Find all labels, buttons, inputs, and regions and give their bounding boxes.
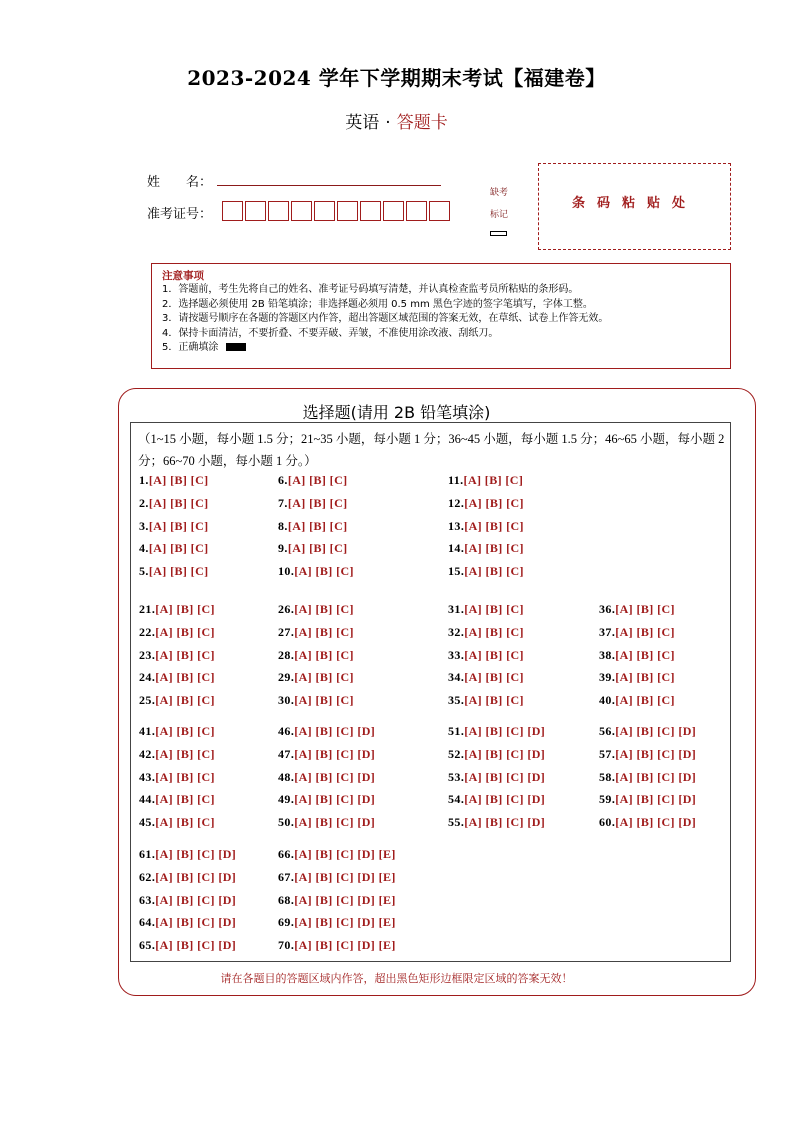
question-12[interactable]	[448, 496, 524, 511]
question-64[interactable]	[139, 915, 236, 930]
question-number: 12	[448, 495, 461, 510]
question-22[interactable]	[139, 625, 215, 640]
question-number: 52	[448, 746, 461, 761]
separator-dot: ·	[385, 113, 391, 133]
question-number-dot: .	[611, 769, 616, 784]
question-number: 3	[139, 518, 146, 533]
question-30[interactable]	[278, 693, 354, 708]
question-number: 70	[278, 938, 291, 953]
question-number-dot: .	[151, 869, 156, 884]
question-58[interactable]	[599, 770, 696, 785]
question-number: 15	[448, 564, 461, 579]
id-digit-box[interactable]	[360, 201, 381, 221]
answer-options[interactable]: [A] [B] [C]	[464, 670, 524, 685]
question-number-dot: .	[290, 769, 295, 784]
question-number-dot: .	[151, 915, 156, 930]
notice-title: 注意事项	[162, 270, 204, 282]
answer-options[interactable]: [A] [B] [C] [D] [E]	[294, 938, 396, 953]
question-number-dot: .	[460, 815, 465, 830]
question-number-dot: .	[460, 602, 465, 616]
question-36[interactable]	[599, 602, 675, 617]
question-39[interactable]	[599, 670, 675, 685]
question-number-dot: .	[151, 724, 156, 738]
question-42[interactable]	[139, 747, 215, 762]
answer-options[interactable]: [A] [B] [C] [D]	[464, 746, 546, 761]
question-14[interactable]	[448, 541, 524, 556]
question-number: 66	[278, 847, 291, 861]
question-number: 33	[448, 647, 461, 662]
answer-options[interactable]: [A] [B] [C] [D] [E]	[294, 847, 396, 861]
question-number: 64	[139, 915, 152, 930]
question-56[interactable]	[599, 724, 696, 739]
question-number-dot: .	[460, 746, 465, 761]
question-37[interactable]	[599, 625, 675, 640]
answer-options[interactable]: [A] [B] [C]	[294, 602, 354, 616]
question-number-dot: .	[460, 564, 465, 579]
answer-options[interactable]: [A] [B] [C] [D]	[155, 869, 237, 884]
question-number-dot: .	[460, 541, 465, 556]
question-number-dot: .	[151, 624, 156, 639]
question-13[interactable]	[448, 519, 524, 534]
answer-options[interactable]: [A] [B] [C]	[155, 769, 215, 784]
question-31[interactable]	[448, 602, 524, 617]
answer-options[interactable]: [A] [B] [C]	[294, 647, 354, 662]
answer-options[interactable]: [A] [B] [C]	[615, 670, 675, 685]
answer-options[interactable]: [A] [B] [C]	[464, 495, 524, 510]
answer-options[interactable]: [A] [B] [C] [D]	[464, 769, 546, 784]
question-number-dot: .	[145, 495, 149, 510]
question-32[interactable]	[448, 625, 524, 640]
question-number-dot: .	[151, 670, 156, 685]
question-number-dot: .	[145, 518, 149, 533]
question-number: 69	[278, 915, 291, 930]
question-66[interactable]	[278, 847, 396, 862]
question-number-dot: .	[290, 670, 295, 685]
question-43[interactable]	[139, 770, 215, 785]
notice-line: 3．请按题号顺序在各题的答题区内作答，超出答题区域范围的答案无效，在草纸、试卷上作答无效。	[162, 313, 609, 325]
question-44[interactable]	[139, 792, 215, 807]
question-number: 60	[599, 815, 612, 830]
answer-options[interactable]: [A] [B] [C]	[464, 624, 524, 639]
question-54[interactable]	[448, 792, 545, 807]
question-number-dot: .	[151, 693, 156, 708]
question-number: 11	[448, 473, 461, 487]
question-number-dot: .	[284, 495, 288, 510]
question-number-dot: .	[460, 624, 465, 639]
scoring-instructions: （1~15 小题，每小题 1.5 分；21~35 小题，每小题 1 分；36~45 小题，每小题 1.5 分；46~65 小题，每小题 2 分；66~70 小题，每小题 1 分。）	[138, 432, 725, 468]
answer-options[interactable]: [A] [B] [C]	[155, 724, 215, 738]
id-digit-box[interactable]	[268, 201, 289, 221]
question-50[interactable]	[278, 815, 375, 830]
answer-options[interactable]: [A] [B] [C]	[148, 518, 209, 533]
question-number-dot: .	[460, 647, 465, 662]
question-number: 23	[139, 647, 152, 662]
question-number: 47	[278, 746, 291, 761]
question-number: 43	[139, 769, 152, 784]
answer-options[interactable]: [A] [B] [C] [D]	[294, 792, 376, 807]
question-number: 5	[139, 564, 146, 579]
question-63[interactable]	[139, 893, 236, 908]
answer-options[interactable]: [A] [B] [C]	[287, 541, 348, 556]
question-number: 36	[599, 602, 612, 616]
answer-options[interactable]: [A] [B] [C]	[294, 693, 354, 708]
answer-options[interactable]: [A] [B] [C]	[155, 792, 215, 807]
question-number-dot: .	[284, 518, 288, 533]
subject-label: 英语	[345, 113, 380, 133]
question-number-dot: .	[284, 473, 288, 487]
question-number: 48	[278, 769, 291, 784]
question-number: 51	[448, 724, 461, 738]
answer-options[interactable]: [A] [B] [C]	[155, 693, 215, 708]
notice-line: 4．保持卡面清洁，不要折叠、不要弄破、弄皱，不准使用涂改液、刮纸刀。	[162, 327, 499, 339]
question-23[interactable]	[139, 648, 215, 663]
question-number: 44	[139, 792, 152, 807]
question-number-dot: .	[290, 792, 295, 807]
question-number: 61	[139, 847, 152, 861]
question-number: 8	[278, 518, 285, 533]
question-number-dot: .	[151, 938, 156, 953]
question-number-dot: .	[151, 892, 156, 907]
exam-title: 2023-2024 学年下学期期末考试【福建卷】	[187, 66, 606, 90]
question-number: 58	[599, 769, 612, 784]
question-number-dot: .	[460, 473, 464, 487]
question-number: 42	[139, 746, 152, 761]
question-number: 2	[139, 495, 146, 510]
question-number: 49	[278, 792, 291, 807]
answer-options[interactable]: [A] [B] [C]	[615, 647, 675, 662]
answer-options[interactable]: [A] [B] [C]	[155, 670, 215, 685]
answer-options[interactable]: [A] [B] [C]	[464, 602, 524, 616]
question-number-dot: .	[290, 847, 295, 861]
card-name-label: 答题卡	[396, 113, 448, 133]
question-number-dot: .	[151, 769, 156, 784]
answer-options[interactable]: [A] [B] [C] [D]	[294, 746, 376, 761]
question-number: 10	[278, 564, 291, 579]
question-21[interactable]	[139, 602, 215, 617]
id-digit-box[interactable]	[429, 201, 450, 221]
answer-options[interactable]: [A] [B] [C] [D]	[615, 792, 697, 807]
question-number-dot: .	[611, 724, 616, 738]
question-number: 26	[278, 602, 291, 616]
notice-line: 2．选择题必须使用 2B 铅笔填涂；非选择题必须用 0.5 mm 黑色字迹的签字笔填写，字体工整。	[162, 298, 593, 310]
question-number: 62	[139, 869, 152, 884]
answer-options[interactable]: [A] [B] [C]	[463, 473, 524, 487]
question-41[interactable]	[139, 724, 215, 739]
question-number: 40	[599, 693, 612, 708]
question-number: 38	[599, 647, 612, 662]
question-49[interactable]	[278, 792, 375, 807]
answer-options[interactable]: [A] [B] [C]	[464, 518, 524, 533]
question-number-dot: .	[290, 624, 295, 639]
question-number: 39	[599, 670, 612, 685]
question-number-dot: .	[460, 495, 465, 510]
question-number-dot: .	[460, 693, 465, 708]
question-number-dot: .	[151, 792, 156, 807]
question-60[interactable]	[599, 815, 696, 830]
question-28[interactable]	[278, 648, 354, 663]
question-33[interactable]	[448, 648, 524, 663]
question-38[interactable]	[599, 648, 675, 663]
question-9[interactable]	[278, 541, 348, 556]
answer-options[interactable]: [A] [B] [C]	[294, 624, 354, 639]
question-45[interactable]	[139, 815, 215, 830]
answer-options[interactable]: [A] [B] [C]	[155, 647, 215, 662]
question-67[interactable]	[278, 870, 396, 885]
answer-options[interactable]: [A] [B] [C] [D]	[464, 724, 546, 738]
answer-options[interactable]: [A] [B] [C]	[615, 602, 675, 616]
question-number: 54	[448, 792, 461, 807]
question-number-dot: .	[611, 602, 616, 616]
question-number-dot: .	[460, 724, 465, 738]
answer-options[interactable]: [A] [B] [C] [D]	[294, 769, 376, 784]
question-number: 27	[278, 624, 291, 639]
question-number-dot: .	[611, 624, 616, 639]
question-number-dot: .	[145, 541, 149, 556]
id-digit-box[interactable]	[406, 201, 427, 221]
question-number: 34	[448, 670, 461, 685]
answer-options[interactable]: [A] [B] [C]	[294, 670, 354, 685]
absent-mark-label: 缺考 标记	[489, 188, 508, 220]
question-number: 6	[278, 473, 285, 487]
question-number: 37	[599, 624, 612, 639]
question-number-dot: .	[290, 724, 295, 738]
id-digit-box[interactable]	[245, 201, 266, 221]
question-number: 32	[448, 624, 461, 639]
question-number: 41	[139, 724, 152, 738]
id-digit-box[interactable]	[337, 201, 358, 221]
question-69[interactable]	[278, 915, 396, 930]
question-26[interactable]	[278, 602, 354, 617]
question-number: 9	[278, 541, 285, 556]
question-34[interactable]	[448, 670, 524, 685]
question-number: 55	[448, 815, 461, 830]
filled-mark-sample	[226, 343, 246, 351]
question-62[interactable]	[139, 870, 236, 885]
question-number: 1	[139, 473, 146, 487]
answer-options[interactable]: [A] [B] [C]	[287, 473, 348, 487]
question-47[interactable]	[278, 747, 375, 762]
question-number: 28	[278, 647, 291, 662]
footer-warning: 请在各题目的答题区域内作答，超出黑色矩形边框限定区域的答案无效！	[220, 972, 573, 985]
answer-options[interactable]: [A] [B] [C] [D]	[155, 847, 237, 861]
question-number: 24	[139, 670, 152, 685]
question-number-dot: .	[611, 647, 616, 662]
notice-line-fill-example: 5．正确填涂	[162, 341, 720, 356]
question-number-dot: .	[611, 746, 616, 761]
question-7[interactable]	[278, 496, 348, 511]
question-number-dot: .	[611, 670, 616, 685]
question-number-dot: .	[290, 564, 295, 579]
answer-options[interactable]: [A] [B] [C] [D]	[615, 746, 697, 761]
question-number: 46	[278, 724, 291, 738]
question-11[interactable]	[448, 473, 523, 488]
question-48[interactable]	[278, 770, 375, 785]
question-number: 59	[599, 792, 612, 807]
answer-options[interactable]: [A] [B] [C] [D]	[464, 792, 546, 807]
question-number-dot: .	[290, 938, 295, 953]
id-number-boxes[interactable]	[222, 201, 452, 221]
question-number: 7	[278, 495, 285, 510]
answer-options[interactable]: [A] [B] [C]	[615, 693, 675, 708]
question-4[interactable]	[139, 541, 209, 556]
answer-options[interactable]: [A] [B] [C]	[294, 564, 354, 579]
question-number-dot: .	[611, 693, 616, 708]
question-number: 4	[139, 541, 146, 556]
answer-options[interactable]: [A] [B] [C] [D]	[155, 915, 237, 930]
question-53[interactable]	[448, 770, 545, 785]
question-number-dot: .	[284, 541, 288, 556]
answer-options[interactable]: [A] [B] [C]	[155, 815, 215, 830]
answer-options[interactable]: [A] [B] [C] [D]	[464, 815, 546, 830]
question-57[interactable]	[599, 747, 696, 762]
question-number: 14	[448, 541, 461, 556]
question-number-dot: .	[145, 473, 149, 487]
answer-options[interactable]: [A] [B] [C]	[148, 473, 209, 487]
question-number-dot: .	[611, 815, 616, 830]
question-70[interactable]	[278, 938, 396, 953]
id-digit-box[interactable]	[291, 201, 312, 221]
question-number: 67	[278, 869, 291, 884]
answer-options[interactable]: [A] [B] [C]	[464, 647, 524, 662]
question-2[interactable]	[139, 496, 209, 511]
question-68[interactable]	[278, 893, 396, 908]
question-number: 50	[278, 815, 291, 830]
name-label: 姓 名：	[147, 175, 213, 190]
question-24[interactable]	[139, 670, 215, 685]
question-number: 53	[448, 769, 461, 784]
notice-line: 1．答题前，考生先将自己的姓名、准考证号码填写清楚，并认真检查监考员所粘贴的条形码。	[162, 284, 579, 295]
question-number-dot: .	[151, 602, 156, 616]
answer-options[interactable]: [A] [B] [C]	[148, 564, 209, 579]
question-65[interactable]	[139, 938, 236, 953]
question-number: 13	[448, 518, 461, 533]
question-61[interactable]	[139, 847, 236, 862]
question-number: 21	[139, 602, 152, 616]
question-5[interactable]	[139, 564, 209, 579]
answer-options[interactable]: [A] [B] [C]	[155, 624, 215, 639]
id-digit-box[interactable]	[383, 201, 404, 221]
question-number-dot: .	[151, 847, 156, 861]
question-number-dot: .	[151, 647, 156, 662]
question-number-dot: .	[460, 769, 465, 784]
question-6[interactable]	[278, 473, 348, 488]
question-number-dot: .	[290, 602, 295, 616]
answer-options[interactable]: [A] [B] [C]	[155, 602, 215, 616]
question-number: 45	[139, 815, 152, 830]
question-number-dot: .	[290, 869, 295, 884]
question-10[interactable]	[278, 564, 354, 579]
notice-box	[151, 263, 731, 369]
question-number-dot: .	[460, 518, 465, 533]
question-25[interactable]	[139, 693, 215, 708]
question-number-dot: .	[290, 915, 295, 930]
question-40[interactable]	[599, 693, 675, 708]
question-number-dot: .	[290, 815, 295, 830]
absent-mark-box[interactable]	[490, 231, 507, 236]
question-52[interactable]	[448, 747, 545, 762]
question-number-dot: .	[290, 647, 295, 662]
answer-options[interactable]: [A] [B] [C] [D] [E]	[294, 869, 396, 884]
question-46[interactable]	[278, 724, 375, 739]
answer-options[interactable]: [A] [B] [C] [D]	[615, 724, 697, 738]
question-number: 25	[139, 693, 152, 708]
question-number: 56	[599, 724, 612, 738]
answer-options[interactable]: [A] [B] [C]	[464, 693, 524, 708]
answer-options[interactable]: [A] [B] [C]	[464, 541, 524, 556]
question-number-dot: .	[460, 670, 465, 685]
question-number-dot: .	[145, 564, 149, 579]
question-3[interactable]	[139, 519, 209, 534]
answer-options[interactable]: [A] [B] [C]	[615, 624, 675, 639]
answer-options[interactable]: [A] [B] [C] [D]	[155, 892, 237, 907]
section-title: 选择题(请用 2B 铅笔填涂)	[302, 403, 491, 422]
exam-subtitle	[0, 108, 793, 133]
answer-options[interactable]: [A] [B] [C] [D]	[294, 815, 376, 830]
name-field[interactable]	[217, 185, 441, 186]
question-51[interactable]	[448, 724, 545, 739]
answer-options[interactable]: [A] [B] [C]	[155, 746, 215, 761]
answer-options[interactable]: [A] [B] [C] [D]	[615, 815, 697, 830]
barcode-label: 条码粘贴处	[571, 196, 697, 211]
answer-options[interactable]: [A] [B] [C] [D]	[155, 938, 237, 953]
question-number: 68	[278, 892, 291, 907]
question-number-dot: .	[611, 792, 616, 807]
question-number: 65	[139, 938, 152, 953]
question-number: 31	[448, 602, 461, 616]
id-digit-box[interactable]	[314, 201, 335, 221]
answer-options[interactable]: [A] [B] [C] [D]	[615, 769, 697, 784]
question-number-dot: .	[290, 892, 295, 907]
answer-options[interactable]: [A] [B] [C]	[148, 495, 209, 510]
question-number-dot: .	[151, 815, 156, 830]
question-number-dot: .	[151, 746, 156, 761]
answer-options[interactable]: [A] [B] [C]	[287, 495, 348, 510]
question-8[interactable]	[278, 519, 348, 534]
answer-options[interactable]: [A] [B] [C] [D] [E]	[294, 915, 396, 930]
question-15[interactable]	[448, 564, 524, 579]
question-number-dot: .	[290, 693, 295, 708]
id-label: 准考证号：	[147, 207, 213, 222]
barcode-area	[538, 163, 731, 250]
question-number-dot: .	[290, 746, 295, 761]
answer-options[interactable]: [A] [B] [C] [D] [E]	[294, 892, 396, 907]
question-55[interactable]	[448, 815, 545, 830]
question-number: 22	[139, 624, 152, 639]
question-29[interactable]	[278, 670, 354, 685]
question-number: 63	[139, 892, 152, 907]
question-27[interactable]	[278, 625, 354, 640]
answer-options[interactable]: [A] [B] [C]	[148, 541, 209, 556]
answer-options[interactable]: [A] [B] [C]	[287, 518, 348, 533]
question-number-dot: .	[460, 792, 465, 807]
question-number: 57	[599, 746, 612, 761]
question-number: 29	[278, 670, 291, 685]
question-59[interactable]	[599, 792, 696, 807]
question-1[interactable]	[139, 473, 209, 488]
question-number: 35	[448, 693, 461, 708]
id-digit-box[interactable]	[222, 201, 243, 221]
answer-options[interactable]: [A] [B] [C] [D]	[294, 724, 376, 738]
question-35[interactable]	[448, 693, 524, 708]
question-number: 30	[278, 693, 291, 708]
answer-options[interactable]: [A] [B] [C]	[464, 564, 524, 579]
